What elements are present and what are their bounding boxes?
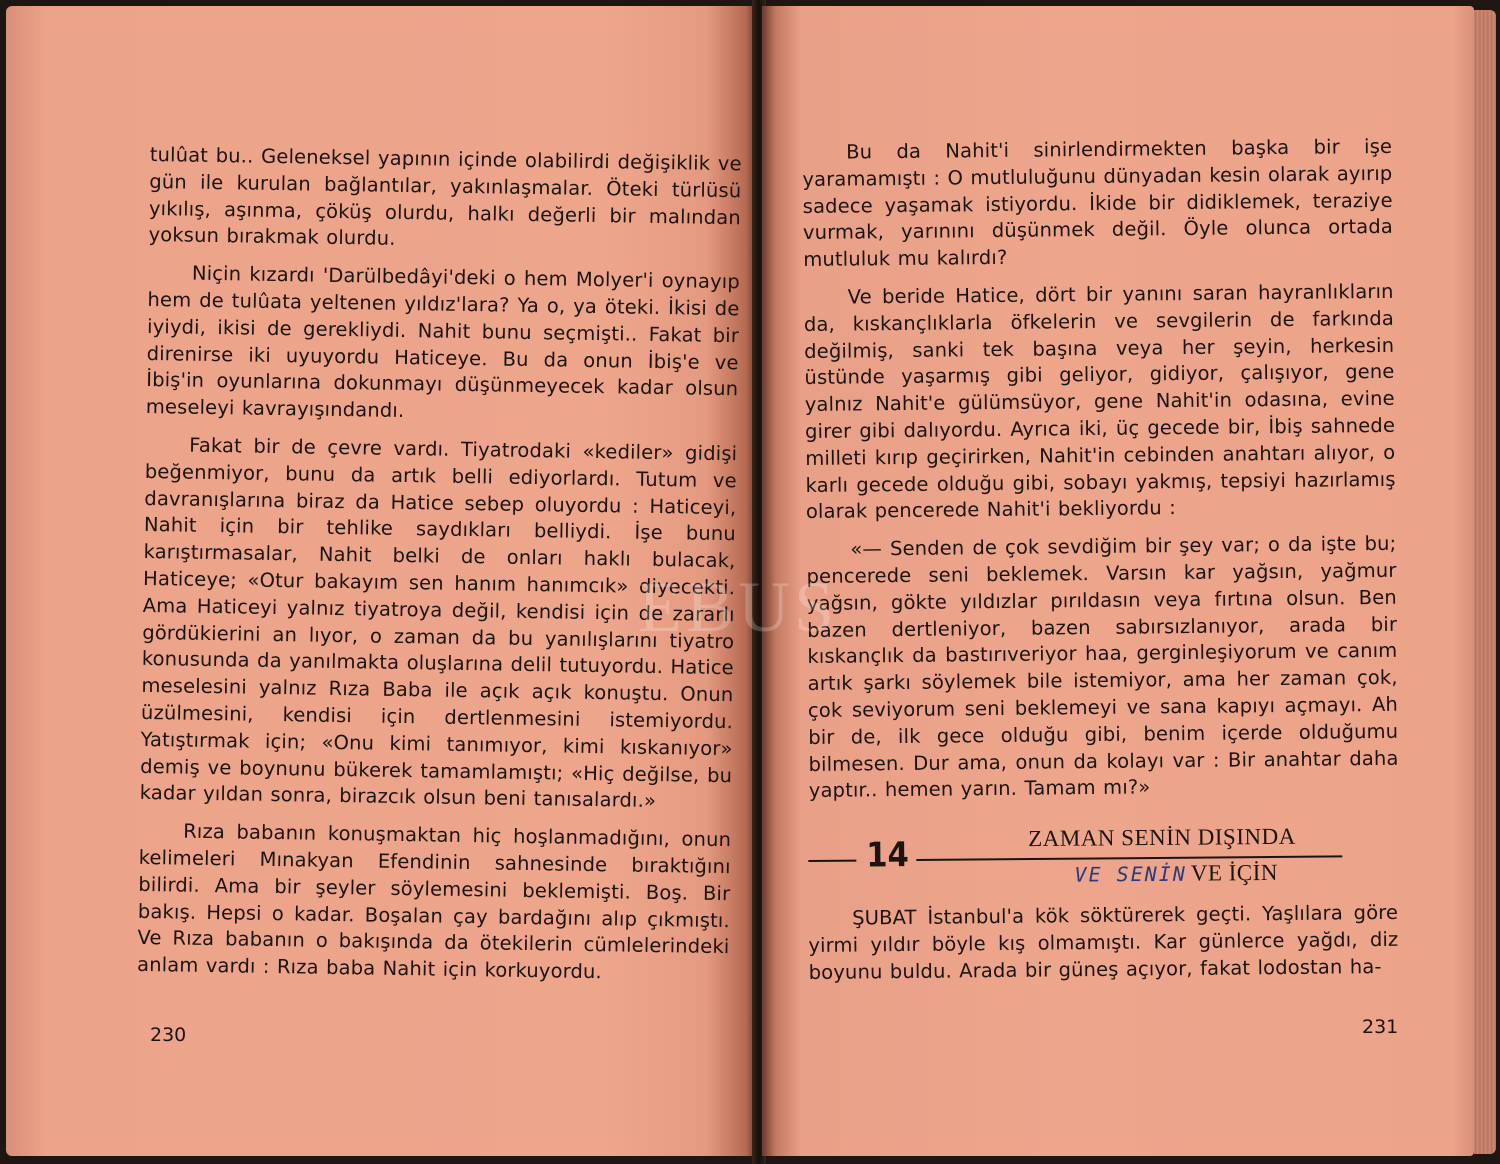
right-page-text (802, 134, 1399, 805)
paragraph: Niçin kızardı 'Darülbedâyi'deki o hem Molyer'i oynayıp hem de tulûata yeltenen yıldız'lara? Ya o, ya öteki. İkisi de iyiydi, ikisi de gerekliydi. Nahit bunu seçmişti.. Fakat bir direnirse iki uyuyordu Haticeye. Bu da onun İbiş'e ve İbiş'in oyunlarına dokunmayı düşünmeyecek kadar olsun meseleyi kavrayışındandı. (145, 261, 741, 423)
watermark: EBUS (637, 567, 839, 647)
paragraph: ŞUBAT İstanbul'a kök söktürerek geçti. Yaşlılara göre yirmi yıldır böyle kış olmamıştı. Kar günlerce yağdı, diz boyunu buldu. Arada bir güneş açıyor, fakat lodostan ha- (808, 900, 1399, 984)
paragraph: tulûat bu.. Geleneksel yapının içinde olabilirdi değişiklik ve gün ile kurulan bağlantılar, yakınlaşmalar. Öteki türlüsü yıkılış, aşınma, çöküş olurdu, halkı değerli bir malından yoksun bırakmak olurdu. (148, 142, 742, 251)
chapter-title-line2-text: VE İÇİN (1190, 859, 1279, 886)
chapter-number: 14 (866, 835, 910, 876)
chapter-title-line2 (1074, 860, 1278, 888)
chapter-opening-text (808, 900, 1399, 987)
handwritten-annotation: VE SENİN (1074, 861, 1187, 887)
paragraph: «— Senden de çok sevdiğim bir şey var; o da işte bu; pencerede seni beklemek. Varsın kar yağsın, yağmur yağsın, gökte yıldızlar pırıldasın veya fırtına olsun. Ben bazen dertleniyor, bazen sabırsızlanıyor, arada bir kıskançlık da bastırıveriyor haa, gerginleşiyorum ve canım artık şarkı söylemek bile istemiyor, ama her zaman çok, çok seviyorum seni beklemeyi ve sana kapıyı açmayı. Ah bir de, ilk gece olduğu gibi, benim içerde olduğumu bilmesen. Dur ama, onun da kolayı var : Bir anahtar daha yaptır.. hemen yarın. Tamam mı?» (806, 531, 1399, 803)
chapter-rule-right (916, 855, 1342, 861)
chapter-rule-left (808, 860, 856, 862)
page-number: 230 (150, 1024, 187, 1046)
page-number: 231 (1362, 1016, 1399, 1038)
chapter-heading (808, 817, 1409, 892)
paragraph: Fakat bir de çevre vardı. Tiyatrodaki «kediler» gidişi beğenmiyor, bunu da artık belli ediyorlardı. Tutum ve davranışlarına biraz da Hatice sebep oluyordu : Haticeyi, Nahit için bir tehlike saydıkları belliydi. İşe bunu karıştırmasalar, Nahit belki de onları haklı bulacak, Haticeye; «Otur bakayım sen hanım hanımcık» diyecekti. Ama Haticeyi yalnız tiyatroya değil, kendisi için de zararlı gördükierini an lıyor, o zaman da bu yanılışlarını tiyatro konusunda da yanılmakta oluşlarına delil tutuyordu. Hatice meselesini yalnız Rıza Baba ile açık açık konuştu. Onun üzülmesini, kendisi için dertlenmesini istemiyordu. Yatıştırmak için; «Onu kimi tanımıyor, kimi kıskanıyor» demiş ve boynunu bükerek tamamlamıştı; «Hiç değilse, bu kadar yıldan sonra, birazcık olsun beni tanısalardı.» (139, 433, 738, 813)
page-edges (1474, 10, 1496, 1154)
paragraph: Ve beride Hatice, dört bir yanını saran hayranlıkların da, kıskançlıklarla öfkelerin ve sevgilerin de farkında değilmiş, sanki tek başına veya her şeyin, herkesin üstünde yaşarmış gibi geliyor, gidiyor, çalışıyor, gene yalnız Nahit'e gülümsüyor, gene Nahit'in odasına, evine girer gibi dalıyordu. Ayrıca iki, üç gecede bir, İbiş sahnede milleti kırıp geçirirken, Nahit'in cebinden anahtarı alıyor, o karlı gecede olduğu gibi, sobayı yakmış, tepsiyi hazırlamış olarak pencerede Nahit'i bekliyordu : (803, 279, 1396, 524)
paragraph: Bu da Nahit'i sinirlendirmekten başka bir işe yaramamıştı : O mutluluğunu dünyadan kesin olarak ayırıp sadece yaşamak istiyordu. İkide bir didiklemek, teraziye vurmak, yarınını düşünmek değil. Öyle olunca ortada mutluluk mu kalırdı? (802, 134, 1394, 272)
chapter-title-line1: ZAMAN SENİN DIŞINDA (1028, 823, 1296, 852)
paragraph: Rıza babanın konuşmaktan hiç hoşlanmadığını, onun kelimeleri Mınakyan Efendinin sahnesinde bıraktığını bilirdi. Ama bir şeyler söylemesini beklemişti. Boş. Bir bakış. Hepsi o kadar. Boşalan çay bardağını alıp çıkmıştı. Ve Rıza babanın o bakışında da ötekilerin cümlelerindeki anlam vardı : Rıza baba Nahit için korkuyordu. (136, 819, 732, 984)
